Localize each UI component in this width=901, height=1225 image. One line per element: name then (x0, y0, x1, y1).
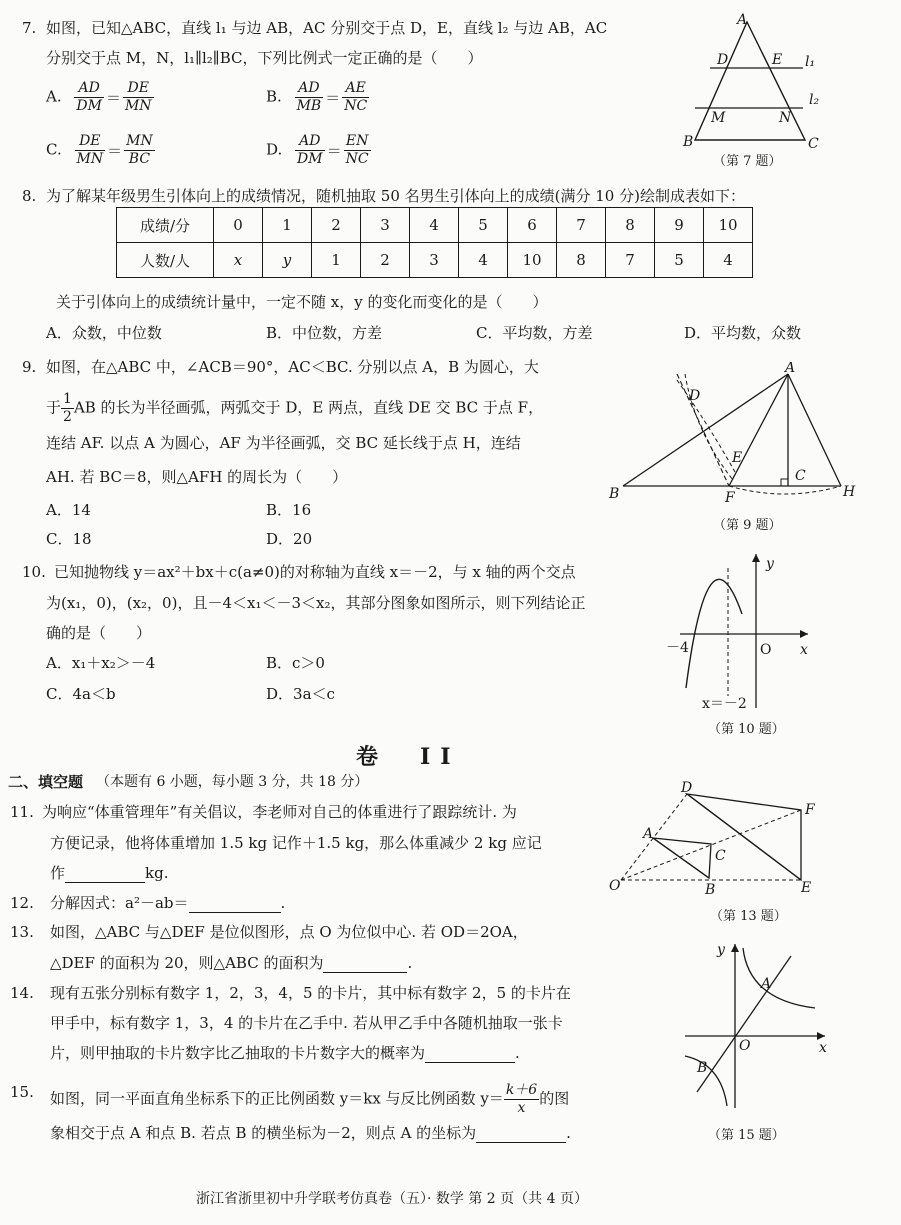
q15-stem-line1: 如图，同一平面直角坐标系下的正比例函数 y＝kx 与反比例函数 y＝ $\frac{k+6}{x}$ 的图 (50, 1082, 570, 1116)
table-cell: 2 (312, 208, 361, 243)
q15-number: 15. (10, 1083, 34, 1101)
q7-option-b: B. $\frac{AD}{MB}$ ＝ $\frac{AE}{NC}$ (266, 80, 368, 114)
q10-caption: （第 10 题） (708, 722, 785, 737)
table-cell: 3 (361, 208, 410, 243)
table-cell: 9 (655, 208, 704, 243)
page-footer: 浙江省浙里初中升学联考仿真卷（五）· 数学 第 2 页（共 4 页） (196, 1191, 588, 1207)
q7-label-l1: l₁ (805, 54, 816, 70)
q10-label-minus4: －4 (666, 640, 689, 656)
q9-label-a: A (785, 362, 796, 376)
q10-label-x: x (800, 642, 808, 658)
q11-number: 11. (10, 803, 34, 821)
q11-answer-blank[interactable] (65, 864, 145, 883)
q12-answer-blank[interactable] (189, 894, 281, 913)
q9-label-b: B (609, 486, 620, 502)
q13-label-e: E (801, 880, 812, 896)
q8-option-d: D．平均数，众数 (684, 324, 802, 342)
q7-label-n: N (779, 110, 792, 126)
table-cell: 4 (704, 243, 753, 278)
table-cell: 1 (312, 243, 361, 278)
table-cell: x (214, 243, 263, 278)
q7-label-a: A (737, 12, 748, 28)
q10-number: 10. (22, 563, 46, 581)
table-header-cell: 成绩/分 (117, 208, 214, 243)
q9-label-d: D (689, 388, 701, 404)
q7-label-e: E (772, 52, 783, 68)
q11-stem-line2: 方便记录，他将体重增加 1.5 kg 记作＋1.5 kg，那么体重减少 2 kg 应记 (50, 834, 542, 852)
table-cell: 3 (410, 243, 459, 278)
q7-option-c: C. $\frac{DE}{MN}$ ＝ $\frac{MN}{BC}$ (46, 133, 153, 167)
q10-figure (660, 548, 820, 718)
q7-figure (675, 10, 835, 170)
q7-label-l2: l₂ (809, 92, 820, 108)
q9-stem-line2: 于 $\frac{1}{2}$ AB 的长为半径画弧，两弧交于 D，E 两点，直线 DE 交 BC 于点 F， (46, 391, 544, 425)
q10-option-b: B．c＞0 (266, 654, 325, 672)
table-cell: 10 (704, 208, 753, 243)
q7-label-m: M (711, 110, 726, 126)
table-cell: y (263, 243, 312, 278)
q15-caption: （第 15 题） (708, 1128, 785, 1143)
q13-caption: （第 13 题） (710, 909, 787, 924)
q8-stem-line2: 关于引体向上的成绩统计量中，一定不随 x，y 的变化而变化的是（ ） (56, 293, 548, 311)
q10-option-a: A．x₁＋x₂＞－4 (46, 654, 156, 672)
q9-option-a: A．14 (46, 501, 91, 519)
q15-label-b: B (697, 1060, 708, 1076)
table-cell: 4 (459, 243, 508, 278)
q13-label-a: A (643, 826, 654, 842)
q9-figure (605, 362, 870, 507)
q13-label-d: D (681, 780, 693, 796)
q11-stem-line1: 为响应“体重管理年”有关倡议，李老师对自己的体重进行了跟踪统计. 为 (42, 803, 517, 821)
table-cell: 8 (557, 243, 606, 278)
q14-stem-line1: 现有五张分别标有数字 1，2，3，4，5 的卡片，其中标有数字 2，5 的卡片在 (50, 984, 571, 1002)
q9-caption: （第 9 题） (713, 518, 782, 533)
table-cell: 7 (557, 208, 606, 243)
q10-stem-line1: 已知抛物线 y＝ax²＋bx＋c(a≠0)的对称轴为直线 x＝－2，与 x 轴的两个交点 (54, 563, 576, 581)
q14-stem-line3: 片，则甲抽取的卡片数字比乙抽取的卡片数字大的概率为 . (50, 1044, 520, 1062)
q15-label-a: A (761, 976, 772, 992)
q9-option-c: C．18 (46, 530, 92, 548)
q13-label-b: B (705, 882, 716, 898)
q14-answer-blank[interactable] (425, 1044, 515, 1063)
table-cell: 5 (655, 243, 704, 278)
q10-label-y: y (766, 556, 774, 572)
q10-label-axis: x＝－2 (702, 696, 747, 712)
table-cell: 7 (606, 243, 655, 278)
q10-option-d: D．3a＜c (266, 685, 335, 703)
q9-label-e: E (732, 450, 743, 466)
q15-figure (675, 938, 835, 1118)
q7-option-a: A. $\frac{AD}{DM}$ ＝ $\frac{DE}{MN}$ (46, 80, 152, 114)
q13-number: 13. (10, 923, 34, 941)
q7-stem-line1: 如图，已知△ABC，直线 l₁ 与边 AB，AC 分别交于点 D，E，直线 l₂ 与边 AB，AC (46, 19, 608, 37)
table-cell: 8 (606, 208, 655, 243)
q8-number: 8. (22, 187, 37, 205)
q8-option-c: C．平均数，方差 (476, 324, 593, 342)
q7-stem-line2: 分别交于点 M，N，l₁∥l₂∥BC，下列比例式一定正确的是（ ） (46, 49, 483, 67)
q9-label-c: C (795, 468, 806, 484)
q15-stem-line2: 象相交于点 A 和点 B. 若点 B 的横坐标为－2，则点 A 的坐标为 . (50, 1124, 571, 1142)
q12-number: 12. (10, 894, 34, 912)
q9-label-h: H (843, 484, 856, 500)
table-cell: 5 (459, 208, 508, 243)
q8-option-a: A．众数，中位数 (46, 324, 162, 342)
table-cell: 6 (508, 208, 557, 243)
table-cell: 4 (410, 208, 459, 243)
q15-label-y: y (717, 942, 725, 958)
q12-stem: 分解因式：a²－ab＝ . (50, 894, 286, 912)
q13-answer-blank[interactable] (323, 954, 407, 973)
q13-figure (605, 780, 825, 900)
table-row (117, 243, 753, 278)
q9-number: 9. (22, 358, 37, 376)
table-cell: 10 (508, 243, 557, 278)
q9-label-f: F (725, 490, 735, 506)
section-title: 卷 II (356, 744, 461, 770)
q9-stem-line1: 如图，在△ABC 中，∠ACB＝90°，AC＜BC. 分别以点 A，B 为圆心，大 (46, 358, 539, 376)
q10-stem-line3: 确的是（ ） (46, 624, 152, 642)
q11-stem-line3: 作 kg. (50, 864, 169, 882)
section-note: （本题有 6 小题，每小题 3 分，共 18 分） (96, 774, 369, 790)
q15-label-origin: O (739, 1038, 751, 1054)
q9-option-b: B．16 (266, 501, 312, 519)
table-row (117, 208, 753, 243)
q8-score-table (116, 207, 753, 278)
q14-number: 14. (10, 984, 34, 1002)
q13-stem-line1: 如图，△ABC 与△DEF 是位似图形，点 O 为位似中心. 若 OD＝2OA， (50, 923, 528, 941)
q13-stem-line2: △DEF 的面积为 20，则△ABC 的面积为 . (50, 954, 413, 972)
q13-label-c: C (715, 848, 726, 864)
table-cell: 2 (361, 243, 410, 278)
table-cell: 1 (263, 208, 312, 243)
q9-stem-line4: AH. 若 BC＝8，则△AFH 的周长为（ ） (46, 468, 348, 486)
q10-option-c: C．4a＜b (46, 685, 116, 703)
q10-label-origin: O (760, 642, 772, 658)
table-cell: 0 (214, 208, 263, 243)
q8-option-b: B．中位数，方差 (266, 324, 383, 342)
q7-label-b: B (683, 134, 694, 150)
q7-option-d: D. $\frac{AD}{DM}$ ＝ $\frac{EN}{NC}$ (266, 133, 369, 167)
q13-label-f: F (805, 802, 815, 818)
section-heading: 二、填空题 (8, 773, 84, 791)
q15-label-x: x (819, 1040, 827, 1056)
q14-stem-line2: 甲手中，标有数字 1，3，4 的卡片在乙手中. 若从甲乙手中各随机抽取一张卡 (50, 1014, 563, 1032)
q8-stem-line1: 为了解某年级男生引体向上的成绩情况，随机抽取 50 名男生引体向上的成绩(满分 10 分)绘制成表如下： (46, 187, 745, 205)
table-header-cell: 人数/人 (117, 243, 214, 278)
q7-label-d: D (717, 52, 729, 68)
q7-label-c: C (808, 136, 819, 152)
q10-stem-line2: 为(x₁，0)，(x₂，0)，且－4＜x₁＜－3＜x₂，其部分图象如图所示，则下列结论正 (46, 594, 586, 612)
q7-caption: （第 7 题） (713, 154, 782, 169)
q13-label-o: O (609, 878, 621, 894)
q7-number: 7. (22, 19, 37, 37)
q9-stem-line3: 连结 AF. 以点 A 为圆心，AF 为半径画弧，交 BC 延长线于点 H，连结 (46, 434, 521, 452)
q9-option-d: D．20 (266, 530, 313, 548)
q15-answer-blank[interactable] (476, 1124, 566, 1143)
